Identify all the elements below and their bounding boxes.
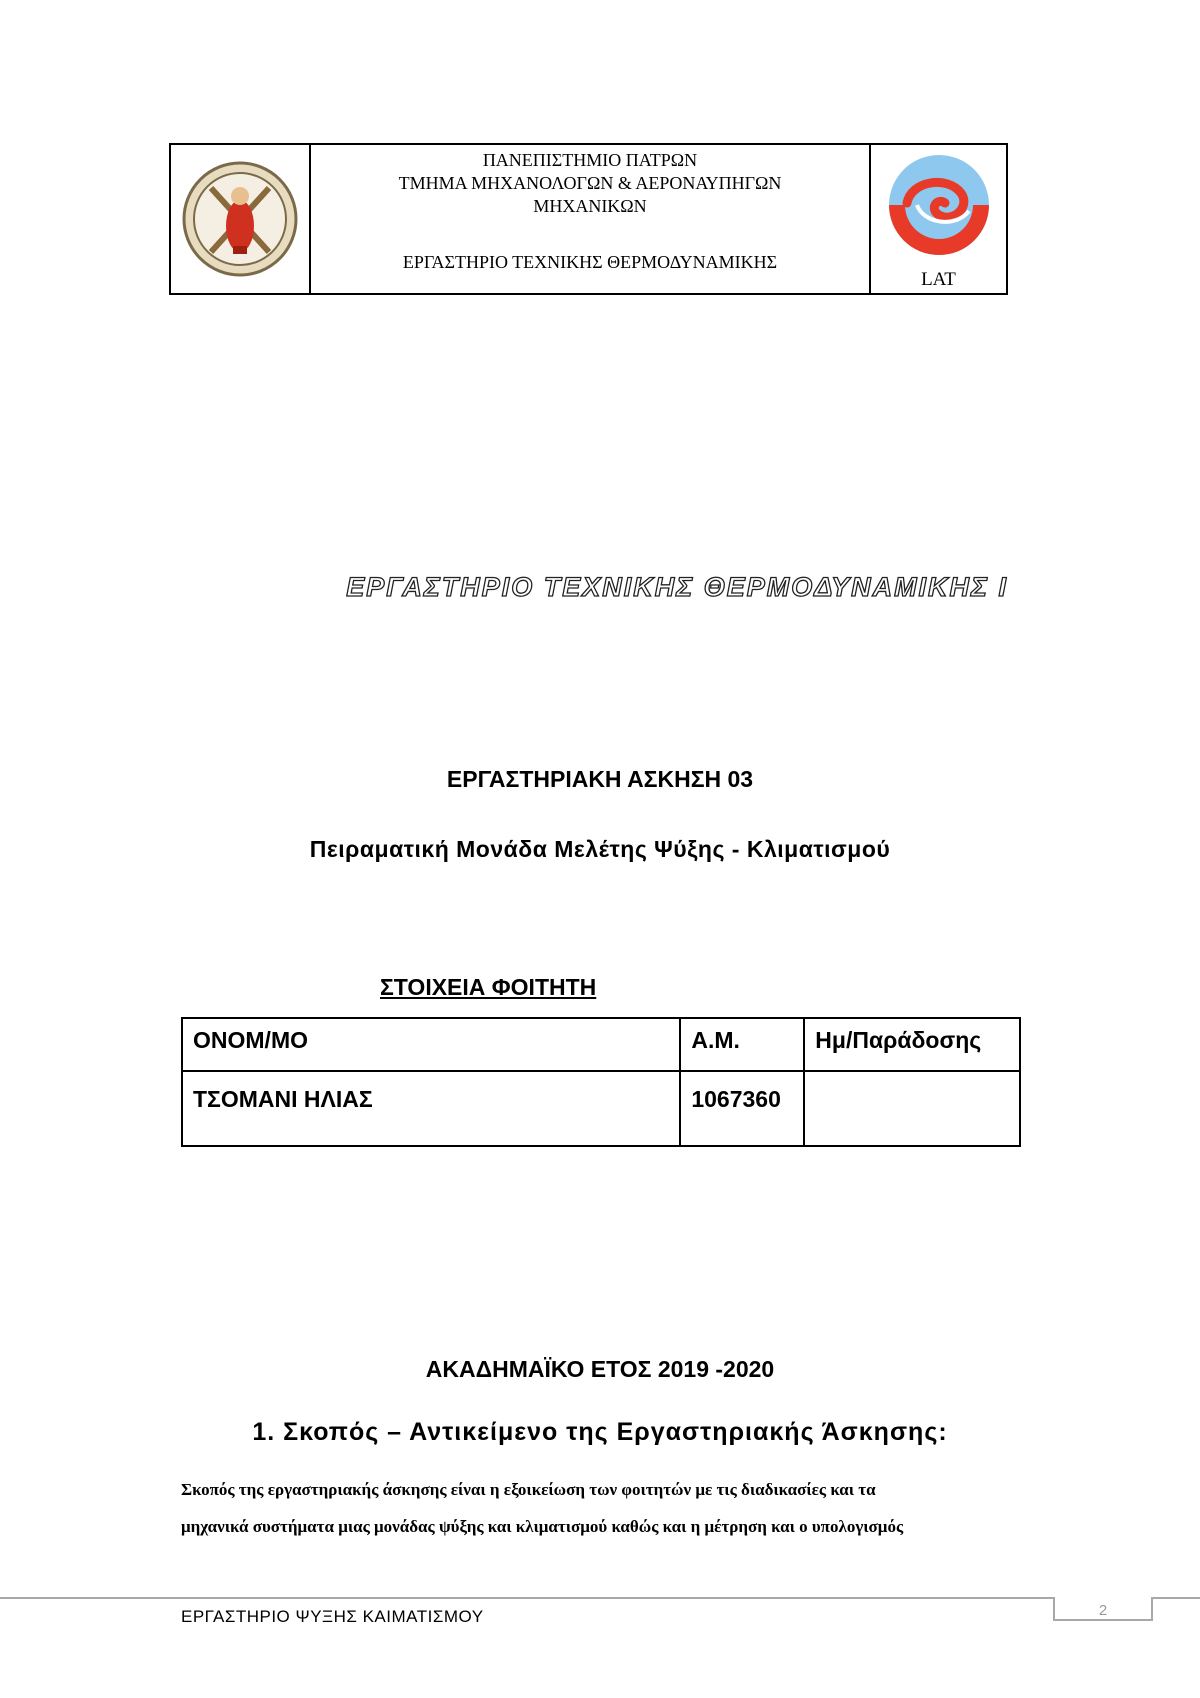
university-seal [171,145,311,293]
student-info-table [181,1017,1021,1147]
department-name-line2: ΜΗΧΑΝΙΚΩΝ [533,196,647,216]
university-seal-icon [181,160,299,278]
lat-label: LAT [921,269,956,290]
footer-divider [0,1597,1055,1599]
section-text-line2: μηχανικά συστήματα μιας μονάδας ψύξης και κλιματισμού καθώς και η μέτρηση και ο υπολογισμός [181,1517,904,1536]
header-text-cell [311,145,871,293]
header-table [169,143,1008,295]
student-info-heading: ΣΤΟΙΧΕΙΑ ΦΟΙΤΗΤΗ [380,974,597,1000]
exercise-number: ΕΡΓΑΣΤΗΡΙΑΚΗ ΑΣΚΗΣΗ 03 [446,766,754,792]
exercise-title: Πειραματική Μονάδα Μελέτης Ψύξης - Κλιματισμού [309,836,891,862]
table-header-row [182,1018,1020,1071]
header-delivery-date: Ημ/Παράδοσης [804,1018,1020,1071]
university-name: ΠΑΝΕΠΙΣΤΗΜΙΟ ΠΑΤΡΩΝ [482,150,698,170]
table-row [182,1071,1020,1146]
header-am: Α.Μ. [680,1018,804,1071]
section-text-line1: Σκοπός της εργαστηριακής άσκησης είναι η εξοικείωση των φοιτητών με τις διαδικασίες και τα [181,1480,876,1499]
section-title: 1. Σκοπός – Αντικείμενο της Εργαστηριακής Άσκησης: [252,1418,948,1446]
lat-logo-cell [871,145,1006,293]
page-number: 2 [1098,1602,1108,1619]
footer-divider-right [1153,1597,1200,1599]
lat-logo-icon [887,153,991,257]
student-name: ΤΣΟΜΑΝΙ ΗΛΙΑΣ [182,1071,680,1146]
academic-year: ΑΚΑΔΗΜΑΪΚΟ ΕΤΟΣ 2019 -2020 [425,1356,775,1382]
footer-text: ΕΡΓΑΣΤΗΡΙΟ ΨΥΞΗΣ ΚΑΙΜΑΤΙΣΜΟΥ [181,1607,484,1626]
header-name: ΟΝΟΜ/ΜΟ [182,1018,680,1071]
delivery-date [804,1071,1020,1146]
lab-name: ΕΡΓΑΣΤΗΡΙΟ ΤΕΧΝΙΚΗΣ ΘΕΡΜΟΔΥΝΑΜΙΚΗΣ [402,252,778,272]
department-name-line1: ΤΜΗΜΑ ΜΗΧΑΝΟΛΟΓΩΝ & ΑΕΡΟΝΑΥΠΗΓΩΝ [398,173,782,193]
lab-big-title: ΕΡΓΑΣΤΗΡΙΟ ΤΕΧΝΙΚΗΣ ΘΕΡΜΟΔΥΝΑΜΙΚΗΣ Ι [346,572,1008,602]
student-am: 1067360 [680,1071,804,1146]
